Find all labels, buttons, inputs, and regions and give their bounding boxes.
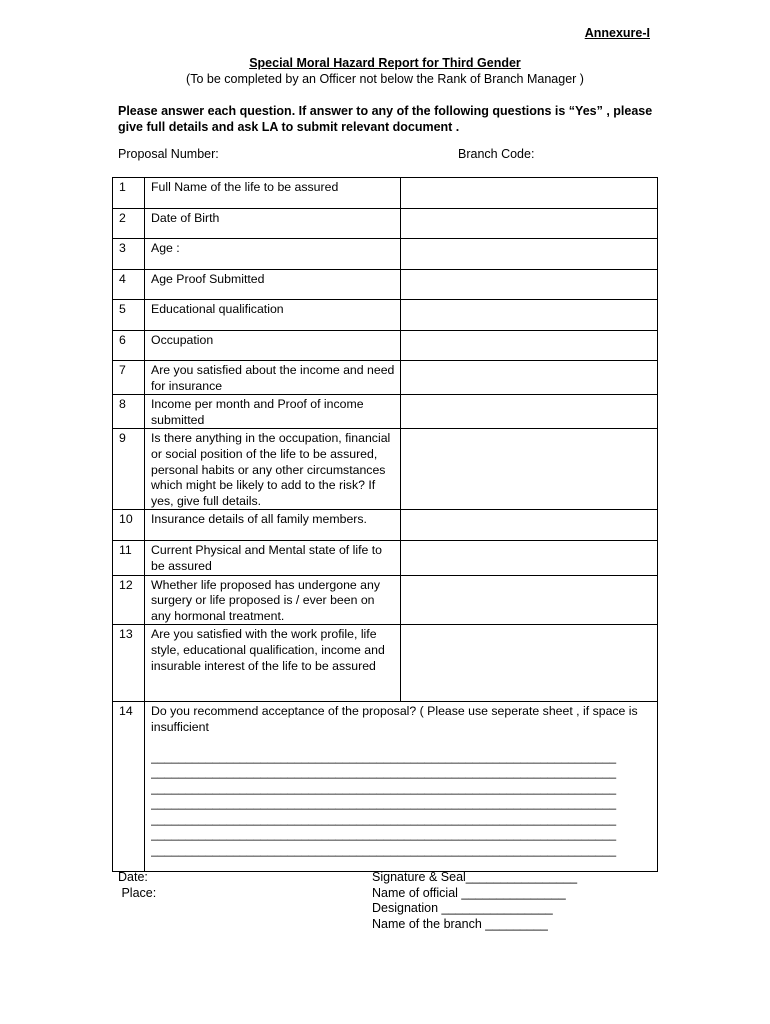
question-number: 14: [113, 702, 145, 872]
question-text: Current Physical and Mental state of life to be assured: [145, 541, 401, 575]
answer-cell[interactable]: [401, 270, 658, 300]
proposal-number-label: Proposal Number:: [118, 147, 219, 161]
answer-cell[interactable]: [401, 541, 658, 575]
question-number: 9: [113, 429, 145, 510]
answer-cell[interactable]: [401, 510, 658, 541]
question-row: [113, 575, 658, 625]
question-row: [113, 702, 658, 872]
question-number: 5: [113, 300, 145, 331]
answer-line[interactable]: ____________________________________________________________________: [151, 796, 617, 811]
branch-code-label: Branch Code:: [458, 147, 535, 161]
instructions: Please answer each question. If answer to any of the following questions is “Yes” , please give full details and ask LA to submit relevant document .: [118, 104, 653, 134]
designation-line[interactable]: Designation ________________: [372, 901, 553, 916]
question-text: Age Proof Submitted: [145, 270, 401, 300]
question-number: 10: [113, 510, 145, 541]
question-row: [113, 270, 658, 300]
question-row: [113, 429, 658, 510]
question-text: Whether life proposed has undergone any surgery or life proposed is / ever been on any hormonal treatment.: [145, 575, 401, 625]
answer-line[interactable]: ____________________________________________________________________: [151, 843, 617, 858]
question-text: Are you satisfied with the work profile, life style, educational qualification, income and insurable interest of the life to be assured: [145, 625, 401, 702]
question-text: Income per month and Proof of income submitted: [145, 395, 401, 429]
footer-left: [118, 870, 156, 901]
question-number: 2: [113, 209, 145, 239]
question-row: [113, 361, 658, 395]
answer-cell[interactable]: [401, 331, 658, 361]
question-text: Full Name of the life to be assured: [145, 178, 401, 209]
question-text: Educational qualification: [145, 300, 401, 331]
page-subtitle: (To be completed by an Officer not below the Rank of Branch Manager ): [186, 72, 584, 86]
answer-line[interactable]: ____________________________________________________________________: [151, 780, 617, 795]
answer-cell[interactable]: [401, 429, 658, 510]
question-number: 6: [113, 331, 145, 361]
signature-line[interactable]: Signature & Seal________________: [372, 870, 578, 884]
recommendation-cell[interactable]: [145, 702, 658, 872]
question-row: [113, 209, 658, 239]
official-name-line[interactable]: Name of official _______________: [372, 885, 566, 900]
footer-right: [372, 870, 577, 932]
question-text: Age :: [145, 239, 401, 270]
question-row: [113, 625, 658, 702]
answer-cell[interactable]: [401, 625, 658, 702]
question-number: 1: [113, 178, 145, 209]
question-text: Are you satisfied about the income and need for insurance: [145, 361, 401, 395]
answer-line[interactable]: ____________________________________________________________________: [151, 827, 617, 842]
question-text: Occupation: [145, 331, 401, 361]
place-label: Place:: [118, 885, 157, 900]
answer-cell[interactable]: [401, 178, 658, 209]
answer-cell[interactable]: [401, 239, 658, 270]
question-number: 4: [113, 270, 145, 300]
question-text: Is there anything in the occupation, financial or social position of the life to be assured, personal habits or any other circumstances which might be likely to add to the risk? If yes, give full details.: [145, 429, 401, 510]
page-title: Special Moral Hazard Report for Third Gender: [249, 56, 521, 70]
question-number: 13: [113, 625, 145, 702]
question-number: 12: [113, 575, 145, 625]
answer-cell[interactable]: [401, 575, 658, 625]
question-text: Date of Birth: [145, 209, 401, 239]
answer-cell[interactable]: [401, 209, 658, 239]
question-text: Insurance details of all family members.: [145, 510, 401, 541]
answer-cell[interactable]: [401, 300, 658, 331]
answer-line[interactable]: ____________________________________________________________________: [151, 749, 617, 764]
answer-cell[interactable]: [401, 395, 658, 429]
questionnaire-table: [112, 177, 658, 872]
question-row: [113, 239, 658, 270]
question-number: 3: [113, 239, 145, 270]
question-number: 8: [113, 395, 145, 429]
date-label: Date:: [118, 870, 148, 884]
question-row: [113, 395, 658, 429]
answer-cell[interactable]: [401, 361, 658, 395]
question-row: [113, 300, 658, 331]
question-number: 7: [113, 361, 145, 395]
branch-name-line[interactable]: Name of the branch _________: [372, 916, 548, 931]
question-number: 11: [113, 541, 145, 575]
question-row: [113, 178, 658, 209]
answer-line[interactable]: ____________________________________________________________________: [151, 811, 617, 826]
question-row: [113, 541, 658, 575]
question-row: [113, 331, 658, 361]
answer-line[interactable]: ____________________________________________________________________: [151, 765, 617, 780]
question-row: [113, 510, 658, 541]
annexure-label: Annexure-I: [584, 26, 650, 40]
question-text: Do you recommend acceptance of the proposal? ( Please use seperate sheet , if space is insufficient: [151, 704, 638, 734]
